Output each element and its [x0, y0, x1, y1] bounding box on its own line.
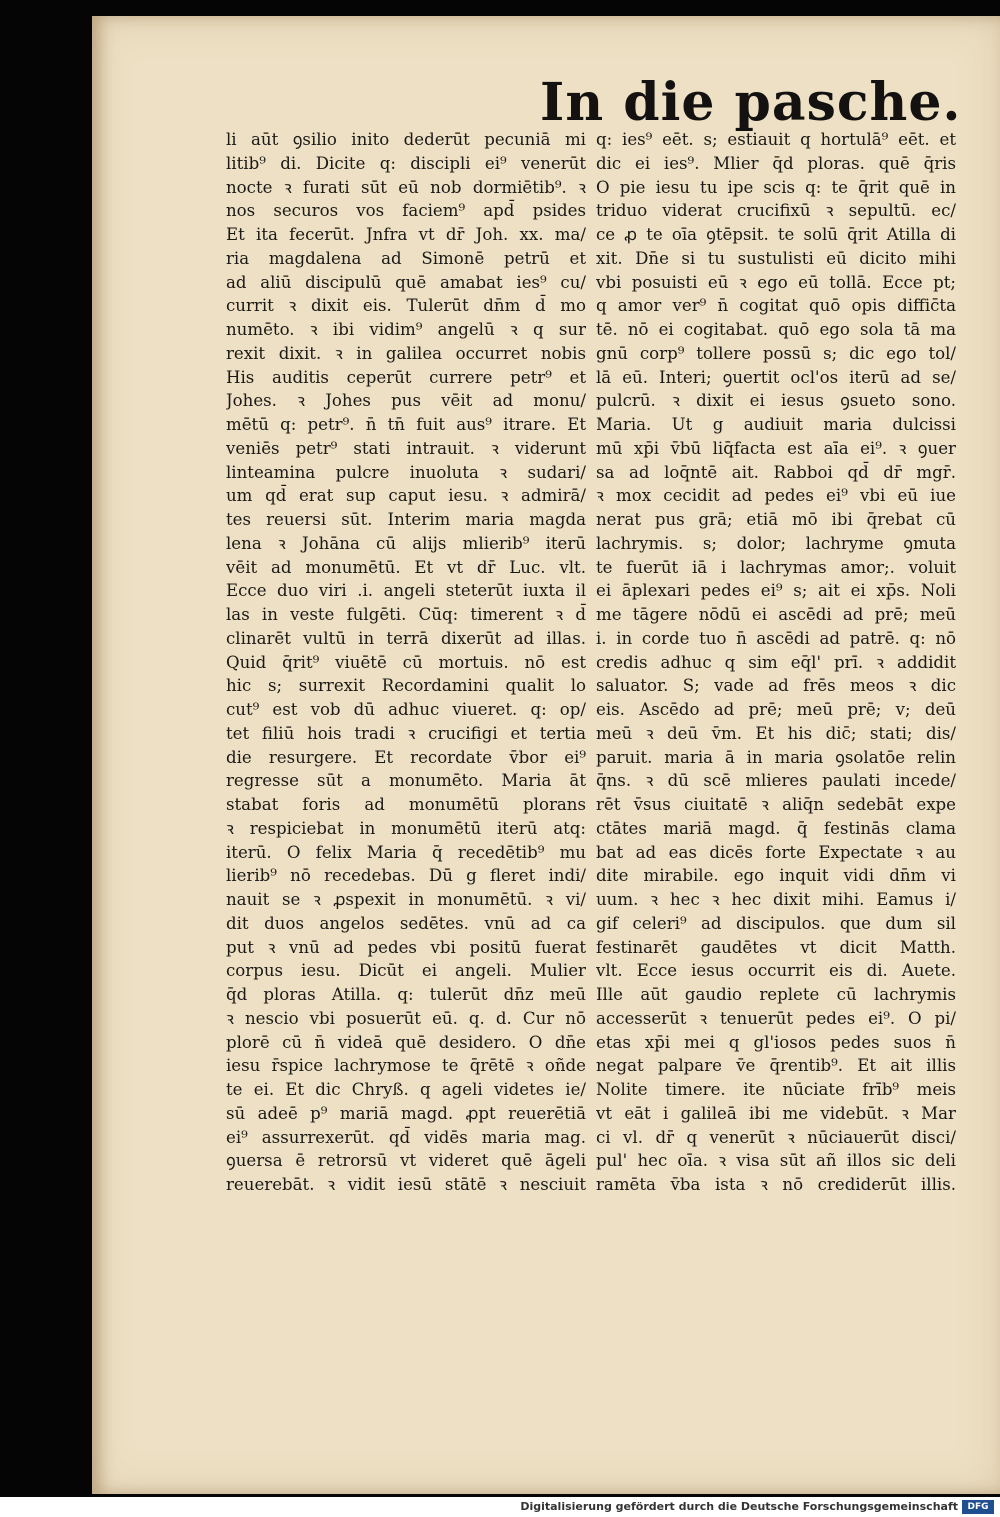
- text-line: dite mirabile. ego inquit vidi dn̄m vi: [596, 866, 956, 886]
- dfg-logo: DFG: [962, 1500, 994, 1514]
- text-line: iterū. O felix Maria q̄ recedētib⁹ mu: [226, 842, 586, 862]
- text-line: rexit dixit. ꝛ in galilea occurret nobis: [226, 343, 586, 363]
- text-line: saluator. S; vade ad frēs meos ꝛ dic: [596, 676, 956, 696]
- text-line: Johes. ꝛ Johes pus vēit ad monu/: [226, 391, 586, 411]
- text-line: corpus iesu. Dicūt ei angeli. Mulier: [226, 961, 586, 981]
- text-line: ꝛ respiciebat in monumētū iterū atq:: [226, 818, 586, 838]
- text-line: etas xp̄i mei q gl'iosos pedes suos n̄: [596, 1032, 956, 1052]
- text-line: gnū corp⁹ tollere possū s; dic ego tol/: [596, 343, 956, 363]
- text-line: tet filiū hois tradi ꝛ crucifigi et tertia: [226, 723, 586, 743]
- text-line: lena ꝛ Johāna cū alijs mlierib⁹ iterū: [226, 533, 586, 553]
- text-line: dit duos angelos sedētes. vnū ad ca: [226, 913, 586, 933]
- text-line: stabat foris ad monumētū plorans: [226, 795, 586, 814]
- text-line: sū adeē p⁹ mariā magd. ꝓpt reuerētiā: [226, 1103, 586, 1123]
- text-line: ad aliū discipulū quē amabat ies⁹ cu/: [226, 272, 586, 292]
- text-line: gif celeri⁹ ad discipulos. que dum sil: [596, 913, 956, 933]
- text-line: ria magdalena ad Simonē petrū et: [226, 248, 586, 268]
- text-line: sa ad loq̄ntē ait. Rabboi qd̄ dr̄ mgr̄.: [596, 462, 956, 482]
- text-line: lachrymis. s; dolor; lachryme ꝯmuta: [596, 533, 956, 553]
- text-line: linteamina pulcre inuoluta ꝛ sudari/: [226, 462, 586, 482]
- text-line: q: ies⁹ eēt. s; estiauit q hortulā⁹ eēt. et: [596, 130, 956, 149]
- text-line: regresse sūt a monumēto. Maria āt: [226, 771, 586, 791]
- text-line: His auditis ceperūt currere petr⁹ et: [226, 367, 586, 387]
- text-line: i. in corde tuo n̄ ascēdi ad patrē. q: nō: [596, 628, 956, 648]
- text-line: bat ad eas dicēs forte Expectate ꝛ au: [596, 842, 956, 862]
- text-line: dic ei ies⁹. Mlier q̄d ploras. quē q̄ris: [596, 153, 956, 173]
- text-line: Ille aūt gaudio replete cū lachrymis: [596, 985, 956, 1004]
- text-line: mētū q: petr⁹. n̄ tn̄ fuit aus⁹ itrare. Et: [226, 415, 586, 434]
- text-line: lā eū. Interi; ꝯuertit ocl'os iterū ad se/: [596, 367, 956, 387]
- text-line: currit ꝛ dixit eis. Tulerūt dn̄m d̄ mo: [226, 296, 586, 316]
- text-line: nerat pus grā; etiā mō ibi q̄rebat cū: [596, 510, 956, 529]
- text-line: uum. ꝛ hec ꝛ hec dixit mihi. Eamus i/: [596, 890, 956, 909]
- text-line: Quid q̄rit⁹ viuētē cū mortuis. nō est: [226, 652, 586, 672]
- text-line: pulcrū. ꝛ dixit ei iesus ꝯsueto sono.: [596, 391, 956, 411]
- text-line: cut⁹ est vob dū adhuc viueret. q: op/: [226, 700, 586, 719]
- text-line: q̄d ploras Atilla. q: tulerūt dn̄z meū: [226, 985, 586, 1004]
- text-line: q amor ver⁹ n̄ cogitat quō opis diffic̄ta: [596, 296, 956, 316]
- text-line: xit. Dn̄e si tu sustulisti eū dicito mihi: [596, 248, 956, 268]
- text-line: vlt. Ecce iesus occurrit eis di. Auete.: [596, 961, 956, 981]
- text-line: Nolite timere. ite nūciate frīb⁹ meis: [596, 1080, 956, 1099]
- text-line: lierib⁹ nō recedebas. Dū g fleret indi/: [226, 866, 586, 886]
- text-line: clinarēt vultū in terrā dixerūt ad illas.: [226, 628, 586, 648]
- text-line: li aūt ꝯsilio inito dederūt pecuniā mi: [226, 130, 586, 149]
- text-line: te ei. Et dic Chryß. q ageli videtes ie/: [226, 1080, 586, 1099]
- text-line: ꝛ nescio vbi posuerūt eū. q. d. Cur nō: [226, 1008, 586, 1028]
- text-line: tes reuersi sūt. Interim maria magda: [226, 510, 586, 529]
- text-line: ramēta v̄ba ista ꝛ nō crediderūt illis.: [596, 1175, 956, 1194]
- text-line: iesu r̄spice lachrymose te q̄rētē ꝛ oñde: [226, 1056, 586, 1076]
- text-line: ce ꝓ te oīa ꝯtēpsit. te solū q̄rit Atilla di: [596, 225, 956, 244]
- text-line: hic s; surrexit Recordamini qualit lo: [226, 676, 586, 696]
- text-line: nauit se ꝛ ꝓspexit in monumētū. ꝛ vi/: [226, 890, 586, 909]
- digitization-credit: Digitalisierung gefördert durch die Deutsche Forschungsgemeinschaft: [520, 1500, 958, 1513]
- text-line: me tāgere nōdū ei ascēdi ad prē; meū: [596, 605, 956, 624]
- text-line: die resurgere. Et recordate v̄bor ei⁹: [226, 747, 586, 767]
- text-line: meū ꝛ deū v̄m. Et his dic̄; stati; dis/: [596, 723, 956, 743]
- text-line: O pie iesu tu ipe scis q: te q̄rit quē in: [596, 177, 956, 197]
- text-line: ei⁹ assurrexerūt. qd̄ vidēs maria mag.: [226, 1127, 586, 1147]
- text-line: ꝛ mox cecidit ad pedes ei⁹ vbi eū iue: [596, 486, 956, 506]
- text-line: reuerebāt. ꝛ vidit iesū stātē ꝛ nesciuit: [226, 1175, 586, 1194]
- text-line: tē. nō ei cogitabat. quō ego sola tā ma: [596, 320, 956, 339]
- text-line: Et ita fecerūt. Jnfra vt dr̄ Joh. xx. ma/: [226, 225, 586, 244]
- text-line: te fuerūt iā i lachrymas amor;. voluit: [596, 557, 956, 577]
- text-column-right: [596, 128, 956, 1197]
- text-line: nos securos vos faciem⁹ apd̄ psides: [226, 201, 586, 221]
- text-line: paruit. maria ā in maria ꝯsolatōe relin: [596, 747, 956, 767]
- text-line: q̄ns. ꝛ dū scē mlieres paulati incede/: [596, 771, 956, 791]
- text-line: numēto. ꝛ ibi vidim⁹ angelū ꝛ q sur: [226, 320, 586, 339]
- text-line: mū xp̄i v̄bū liq̄facta est aīa ei⁹. ꝛ ꝯuer: [596, 438, 956, 458]
- text-line: negat palpare v̄e q̄rentib⁹. Et ait illis: [596, 1056, 956, 1076]
- text-line: Maria. Ut g audiuit maria dulcissi: [596, 415, 956, 434]
- text-line: accesserūt ꝛ tenuerūt pedes ei⁹. O pi/: [596, 1008, 956, 1028]
- text-line: ci vl. dr̄ q venerūt ꝛ nūciauerūt disci/: [596, 1127, 956, 1147]
- text-line: litib⁹ di. Dicite q: discipli ei⁹ venerūt: [226, 153, 586, 173]
- text-line: eis. Ascēdo ad prē; meū prē; v; deū: [596, 700, 956, 719]
- text-line: las in veste fulgēti. Cūq: timerent ꝛ d̄: [226, 605, 586, 624]
- text-line: credis adhuc q sim eq̄l' prī. ꝛ addidit: [596, 652, 956, 672]
- text-line: ꝯuersa ē retrorsū vt videret quē āgeli: [226, 1151, 586, 1171]
- text-line: nocte ꝛ furati sūt eū nob dormiētib⁹. ꝛ: [226, 177, 586, 197]
- text-line: rēt v̄sus ciuitatē ꝛ aliq̄n sedebāt expe: [596, 795, 956, 814]
- text-line: veniēs petr⁹ stati intrauit. ꝛ viderunt: [226, 438, 586, 458]
- text-line: triduo viderat crucifixū ꝛ sepultū. ec/: [596, 201, 956, 221]
- text-line: Ecce duo viri .i. angeli steterūt iuxta il: [226, 581, 586, 601]
- text-line: ei āplexari pedes ei⁹ s; ait ei xp̄s. Noli: [596, 581, 956, 601]
- text-line: vēit ad monumētū. Et vt dr̄ Luc. vlt.: [226, 557, 586, 577]
- text-line: vbi posuisti eū ꝛ ego eū tollā. Ecce pt;: [596, 272, 956, 292]
- text-line: vt eāt i galileā ibi me videbūt. ꝛ Mar: [596, 1103, 956, 1123]
- text-line: put ꝛ vnū ad pedes vbi positū fuerat: [226, 937, 586, 957]
- text-column-left: [226, 128, 586, 1197]
- text-line: um qd̄ erat sup caput iesu. ꝛ admirā/: [226, 486, 586, 506]
- text-line: ctātes mariā magd. q̄ festinās clama: [596, 818, 956, 838]
- footer-bar: [0, 1497, 1000, 1517]
- text-line: festinarēt gaudētes vt dicit Matth.: [596, 937, 956, 957]
- running-head: In die pasche.: [540, 72, 962, 133]
- text-line: plorē cū n̄ videā quē desidero. O dn̄e: [226, 1032, 586, 1052]
- text-line: pul' hec oīa. ꝛ visa sūt añ illos sic deli: [596, 1151, 956, 1171]
